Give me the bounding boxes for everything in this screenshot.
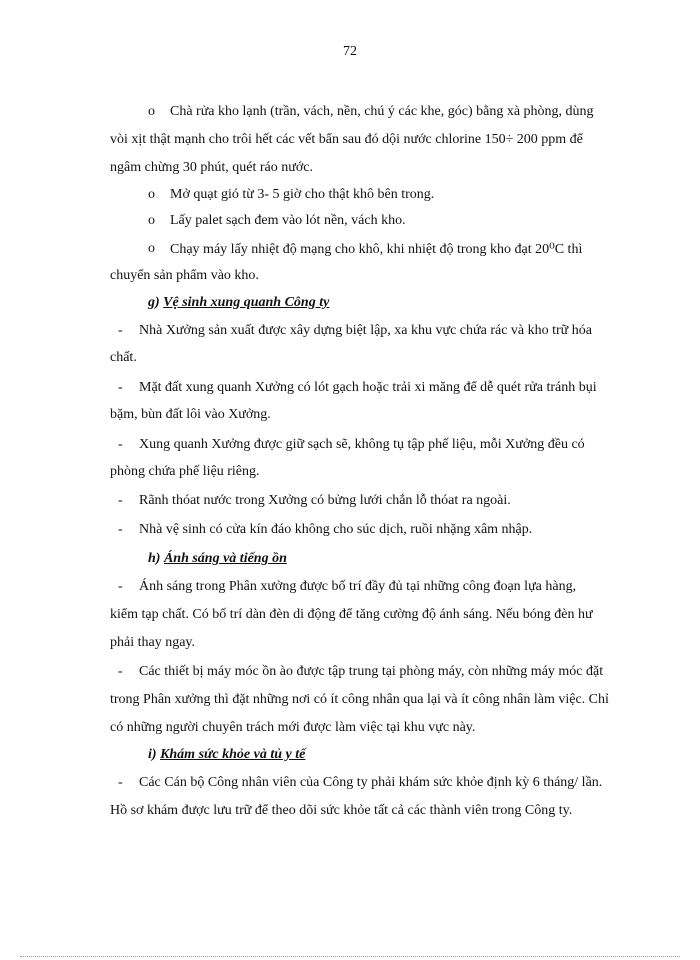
list-item-text: Các thiết bị máy móc ồn ào được tập trung tại phòng máy, còn những máy móc đặt: [139, 664, 604, 679]
list-item-text: Nhà Xưởng sản xuất được xây dựng biệt lập, xa khu vực chứa rác và kho trữ hóa: [139, 323, 592, 338]
list-item-text: trong Phân xưởng thì đặt những nơi có ít công nhân qua lại và ít công nhân làm việc. Chỉ: [110, 692, 609, 707]
bullet-marker: -: [118, 493, 123, 508]
bullet-marker: -: [118, 664, 123, 679]
section-title: Ánh sáng và tiếng ồn: [163, 551, 287, 566]
list-item-text: Xung quanh Xưởng được giữ sạch sẽ, không tụ tập phế liệu, mỗi Xưởng đều có: [139, 437, 585, 452]
bullet-marker: o: [148, 241, 155, 256]
bullet-marker: -: [118, 775, 123, 790]
list-item-text: chuyển sản phẩm vào kho.: [110, 268, 259, 283]
list-item-text: Rãnh thóat nước trong Xưởng có bửng lưới chắn lỗ thóat ra ngoài.: [139, 493, 511, 508]
list-item-text: vòi xịt thật mạnh cho trôi hết các vết bẩn sau đó dội nước chlorine 150÷ 200 ppm để: [110, 132, 583, 147]
list-item-text: Chạy máy lấy nhiệt độ mạng cho khô, khi nhiệt độ trong kho đạt 20⁰C thì: [170, 242, 583, 257]
bullet-marker: -: [118, 579, 123, 594]
list-item-text: Mặt đất xung quanh Xưởng có lót gạch hoặc trải xi măng để dễ quét rửa tránh bụi: [139, 380, 597, 395]
section-title: Vệ sinh xung quanh Công ty: [163, 295, 330, 310]
page-bottom-divider: [20, 956, 680, 957]
list-item-text: Mở quạt gió từ 3- 5 giờ cho thật khô bên trong.: [170, 187, 435, 202]
bullet-marker: o: [148, 213, 155, 228]
bullet-marker: -: [118, 323, 123, 338]
section-title: Khám sức khỏe và tủ y tế: [160, 747, 306, 762]
bullet-marker: -: [118, 380, 123, 395]
list-item-text: phải thay ngay.: [110, 635, 196, 650]
section-heading-h: [148, 551, 287, 567]
list-item-text: Hồ sơ khám được lưu trữ để theo dõi sức khỏe tất cả các thành viên trong Công ty.: [110, 803, 573, 818]
page-number: 72: [343, 44, 357, 59]
list-item-text: Nhà vệ sinh có cửa kín đáo không cho súc dịch, ruồi nhặng xâm nhập.: [139, 522, 533, 537]
list-item-text: chất.: [110, 350, 137, 365]
list-item-text: bặm, bùn đất lôi vào Xưởng.: [110, 407, 271, 422]
list-item-text: Ánh sáng trong Phân xưởng được bố trí đầy đủ tại những công đoạn lựa hàng,: [139, 579, 577, 594]
section-marker: i): [148, 747, 157, 762]
list-item-text: Lấy palet sạch đem vào lót nền, vách kho.: [170, 213, 406, 228]
list-item-text: Các Cán bộ Công nhân viên của Công ty phải khám sức khỏe định kỳ 6 tháng/ lần.: [139, 775, 603, 790]
section-heading-i: [148, 747, 305, 763]
list-item-text: ngâm chừng 30 phút, quét ráo nước.: [110, 160, 313, 175]
section-heading-g: [148, 295, 329, 311]
bullet-marker: -: [118, 437, 123, 452]
list-item-text: phòng chứa phế liệu riêng.: [110, 464, 260, 479]
bullet-marker: o: [148, 187, 155, 202]
section-marker: h): [148, 551, 161, 566]
bullet-marker: -: [118, 522, 123, 537]
list-item-text: Chà rửa kho lạnh (trần, vách, nền, chú ý các khe, góc) bằng xà phòng, dùng: [170, 104, 594, 119]
list-item-text: có những người chuyên trách mới được làm việc tại khu vực này.: [110, 720, 476, 735]
bullet-marker: o: [148, 104, 155, 119]
section-marker: g): [148, 295, 160, 310]
list-item-text: kiểm tạp chất. Có bố trí dàn đèn di động để tăng cường độ ánh sáng. Nếu bóng đèn hư: [110, 607, 593, 622]
